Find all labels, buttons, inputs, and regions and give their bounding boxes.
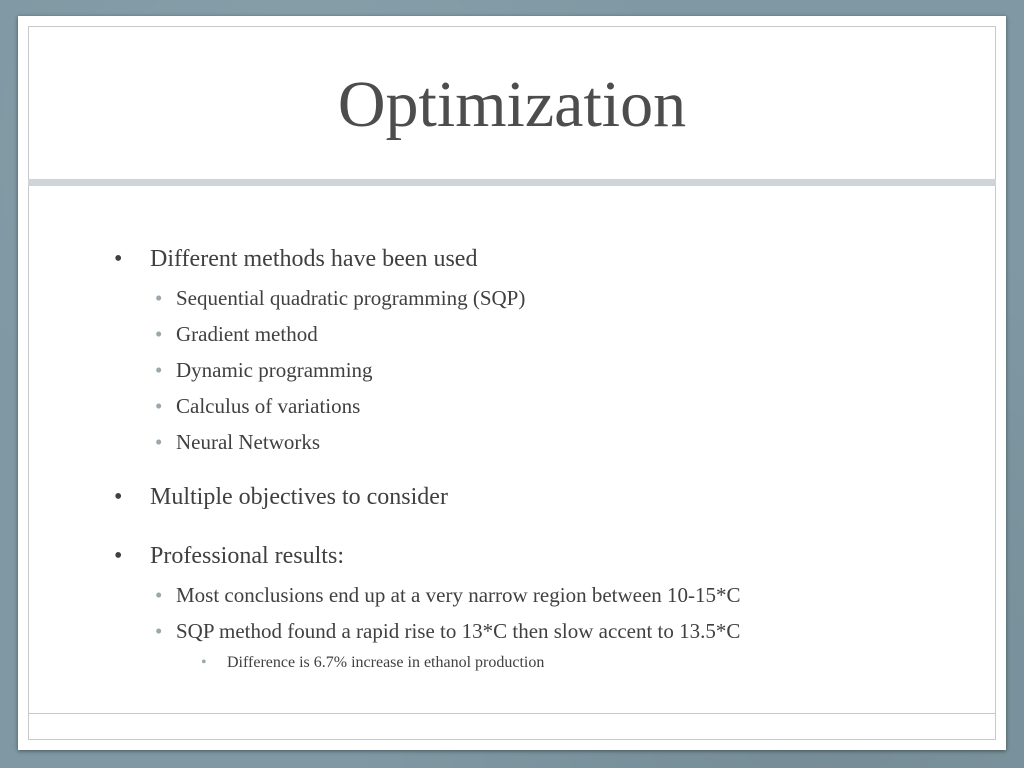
sub-bullet-text: Sequential quadratic programming (SQP): [176, 286, 526, 310]
bullet-icon: •: [114, 484, 123, 510]
bullet-icon: •: [114, 543, 123, 569]
bullet-text: Different methods have been used: [150, 246, 478, 272]
sub-bullet-icon: •: [155, 358, 163, 382]
sub-bullet-icon: •: [155, 322, 163, 346]
sub-bullet-icon: •: [155, 394, 163, 418]
sub-sub-bullet-text: Difference is 6.7% increase in ethanol production: [227, 654, 545, 671]
sub-bullet-text: Dynamic programming: [176, 358, 373, 382]
sub-bullet-text: Neural Networks: [176, 430, 321, 454]
bullet-icon: •: [114, 246, 123, 272]
sub-bullet-text: Most conclusions end up at a very narrow region between 10-15*C: [176, 583, 741, 607]
slide: [18, 16, 1006, 750]
sub-bullet-icon: •: [155, 430, 163, 454]
sub-bullet-text: SQP method found a rapid rise to 13*C then slow accent to 13.5*C: [176, 619, 741, 643]
sub-bullet-icon: •: [155, 286, 163, 310]
bullet-text: Professional results:: [150, 543, 344, 569]
bullet-list: [18, 16, 1006, 750]
slide-title: Optimization: [337, 68, 687, 141]
sub-bullet-icon: •: [155, 583, 163, 607]
bullet-text: Multiple objectives to consider: [150, 484, 448, 510]
sub-sub-bullet-icon: •: [201, 654, 207, 671]
sub-bullet-icon: •: [155, 619, 163, 643]
sub-bullet-text: Gradient method: [176, 322, 318, 346]
sub-bullet-text: Calculus of variations: [176, 394, 361, 418]
